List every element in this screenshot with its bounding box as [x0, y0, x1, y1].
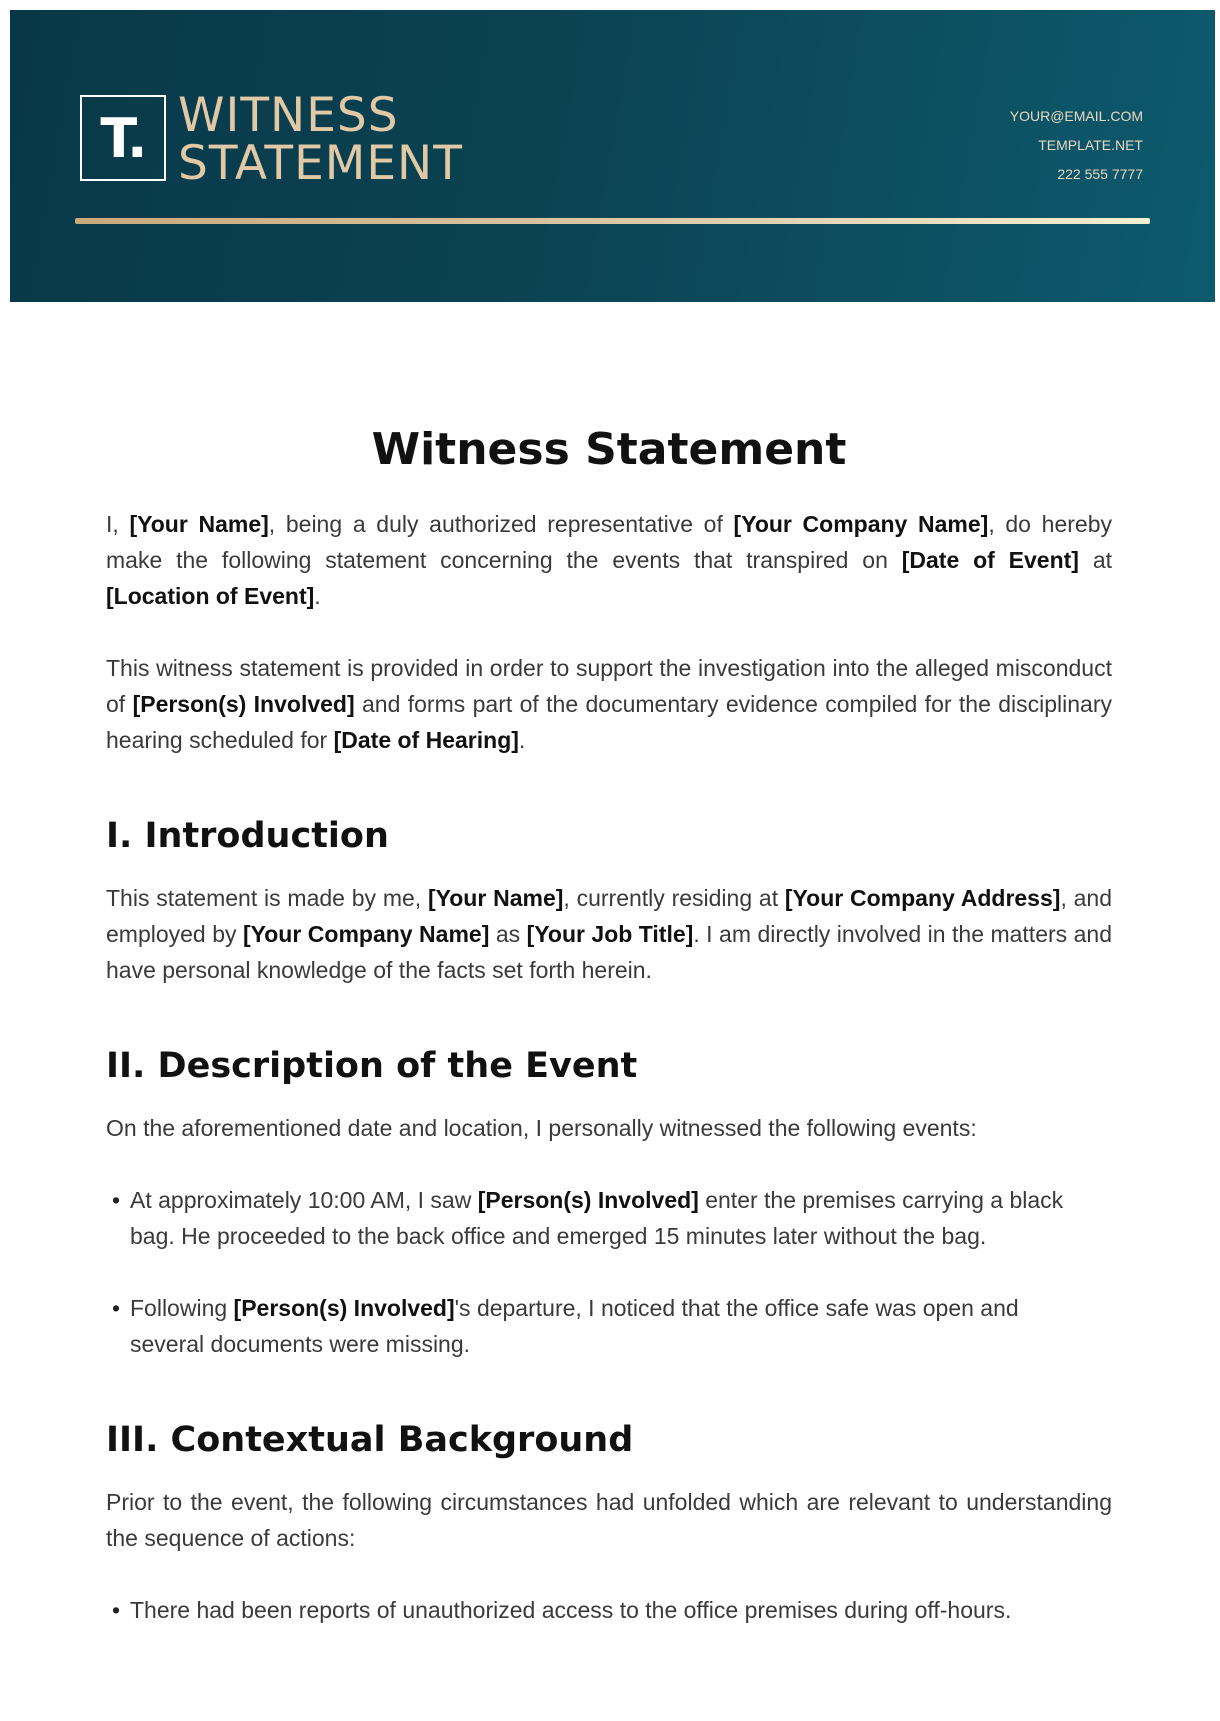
- intro-paragraph-1: I, [Your Name], being a duly authorized representative of [Your Company Name], do hereby make the following statement concerning the events that transpired on [Date of Event] at [Location of Event].: [106, 511, 1113, 609]
- list-item: • Following [Person(s) Involved]'s departure, I noticed that the office safe was open and several documents were missing.: [106, 1290, 1088, 1362]
- document-title: Witness Statement: [371, 424, 847, 475]
- bullet-icon: •: [112, 1187, 121, 1213]
- brand-title-line1: WITNESS: [178, 88, 399, 143]
- logo: [80, 95, 166, 181]
- background-paragraph: Prior to the event, the following circumstances had unfolded which are relevant to understanding the sequence of actions:: [106, 1489, 1112, 1551]
- brand-title: [178, 88, 463, 191]
- background-bullet-list: [106, 1592, 1112, 1628]
- description-paragraph: On the aforementioned date and location, I personally witnessed the following events:: [106, 1115, 977, 1141]
- intro-paragraph-2: This witness statement is provided in order to support the investigation into the alleged misconduct of [Person(s) Involved] and forms part of the documentary evidence compiled for the disciplinary hearing scheduled for [Date of Hearing].: [106, 655, 1112, 753]
- header-divider: [75, 218, 1150, 224]
- contact-phone: 222 555 7777: [1057, 166, 1143, 182]
- section-heading-description: II. Description of the Event: [106, 1046, 638, 1086]
- description-bullet-list: [106, 1182, 1112, 1362]
- contact-email: YOUR@EMAIL.COM: [1009, 108, 1143, 124]
- document-body: [106, 420, 1112, 1628]
- header-banner: [10, 10, 1215, 302]
- list-item: • At approximately 10:00 AM, I saw [Person(s) Involved] enter the premises carrying a black bag. He proceeded to the back office and emerged 15 minutes later without the bag.: [106, 1182, 1088, 1254]
- introduction-paragraph: This statement is made by me, [Your Name], currently residing at [Your Company Address], and employed by [Your Company Name] as [Your Job Title]. I am directly involved in the matters and have personal knowledge of the facts set forth herein.: [106, 885, 1112, 983]
- contact-website: TEMPLATE.NET: [1038, 137, 1143, 153]
- bullet-icon: •: [112, 1597, 121, 1623]
- section-heading-introduction: I. Introduction: [106, 816, 389, 856]
- brand-title-line2: STATEMENT: [178, 136, 463, 191]
- bullet-icon: •: [112, 1295, 121, 1321]
- list-item: • There had been reports of unauthorized access to the office premises during off-hours.: [106, 1592, 1088, 1628]
- contact-info: [1010, 102, 1143, 189]
- section-heading-background: III. Contextual Background: [106, 1420, 634, 1460]
- logo-letter: T.: [100, 106, 146, 170]
